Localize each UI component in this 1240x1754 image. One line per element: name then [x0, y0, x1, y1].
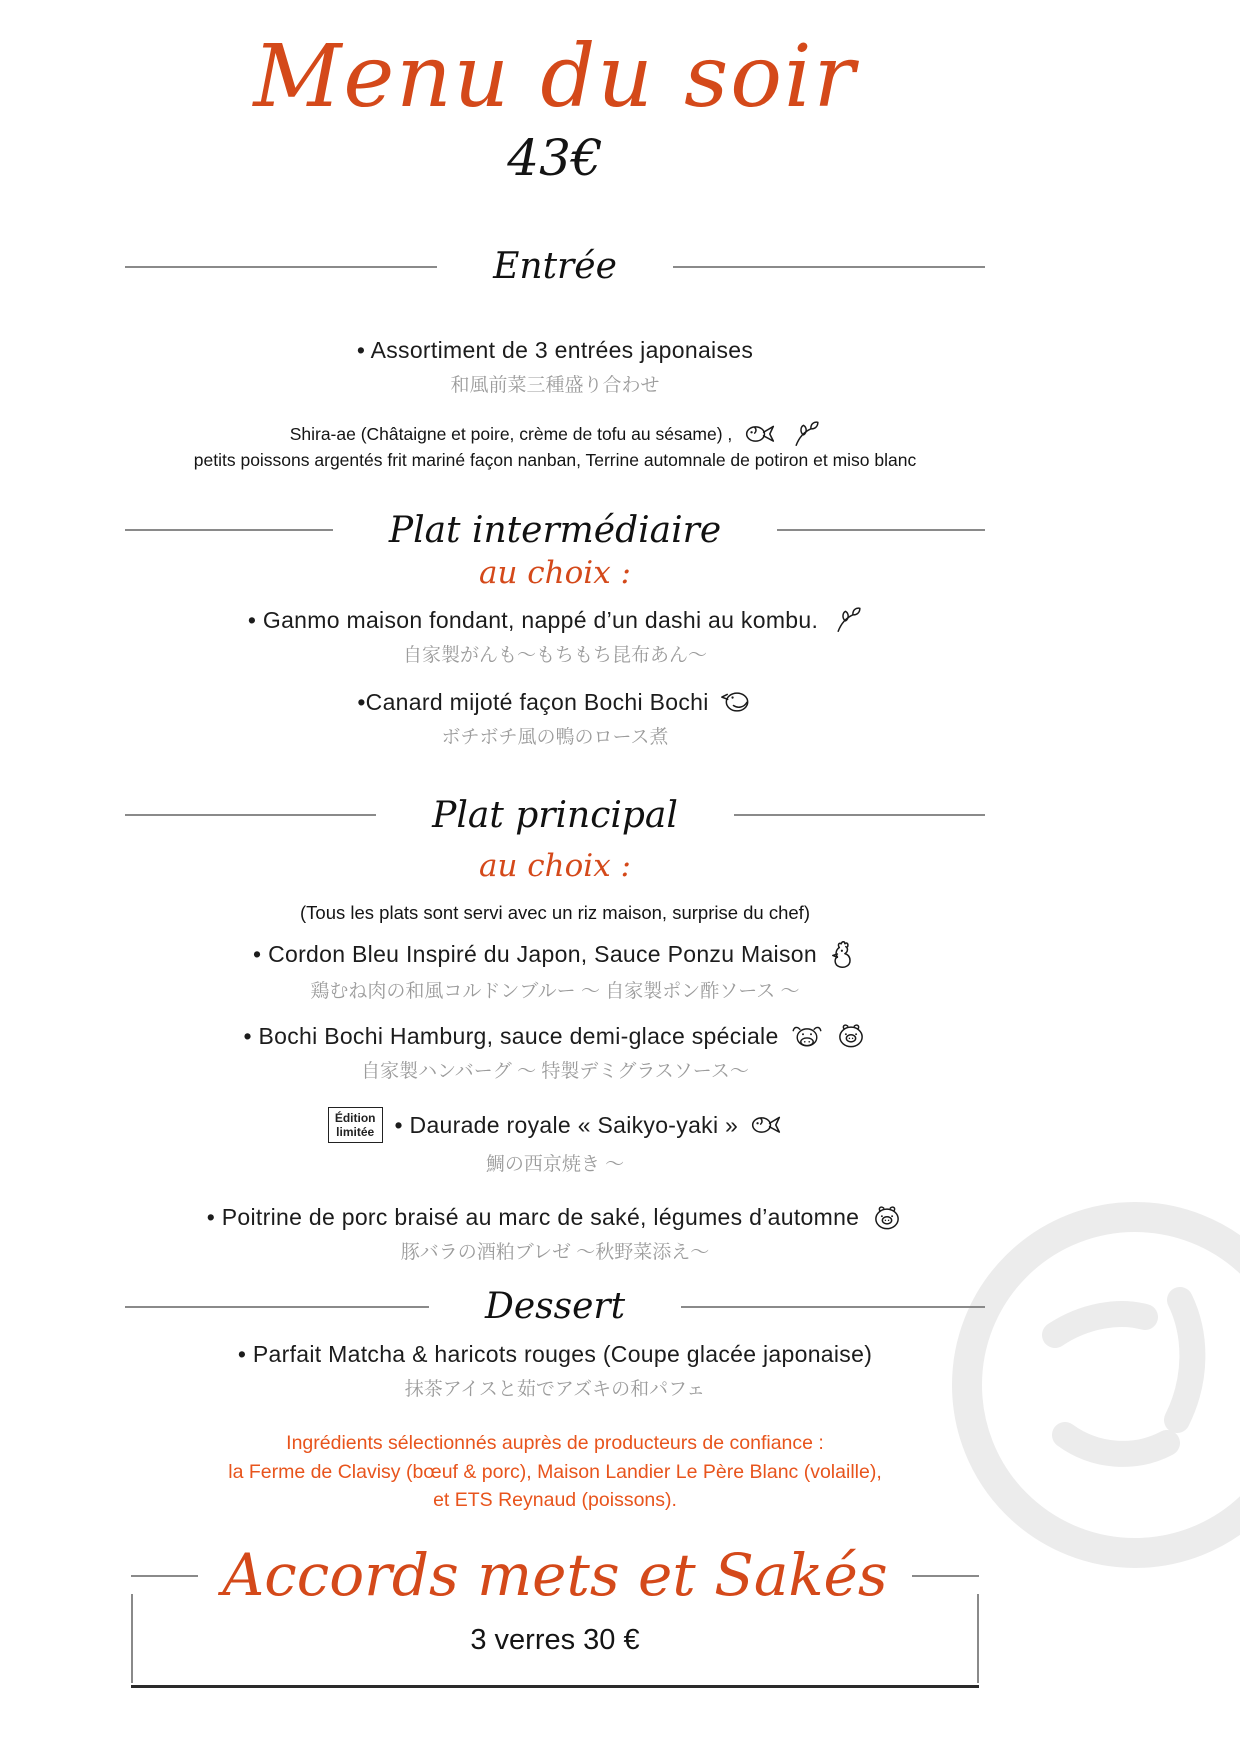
duck-icon [721, 689, 753, 715]
subheading-au-choix-1: au choix : [479, 554, 631, 591]
dish-jp-assortiment: 和風前菜三種盛り合わせ [450, 375, 660, 397]
dish-name-poitrine: • Poitrine de porc braisé au marc de saké, légumes d’automne [206, 1204, 860, 1231]
pig-icon [835, 1023, 867, 1049]
section-heading-entree [125, 246, 985, 287]
dish-row-poitrine [0, 1204, 1110, 1231]
sprout-icon [788, 421, 820, 447]
producers-note-line1: Ingrédients sélectionnés auprès de producteurs de confiance : [286, 1432, 824, 1455]
dish-name-daurade: • Daurade royale « Saikyo-yaki » [394, 1111, 739, 1138]
dish-name-canard: •Canard mijoté façon Bochi Bochi [357, 688, 709, 715]
pairing-detail: 3 verres 30 € [470, 1624, 640, 1657]
section-title-plat-principal: Plat principal [432, 794, 678, 836]
section-heading-plat-intermediaire [125, 510, 985, 551]
dish-description-line1 [0, 421, 1110, 447]
dish-description-line2: petits poissons argentés frit mariné façon nanban, Terrine automnale de potiron et miso blanc [193, 450, 917, 471]
rooster-icon [829, 940, 857, 970]
page-title: Menu du soir [253, 27, 857, 127]
limited-edition-badge [328, 1107, 383, 1144]
dish-jp-daurade: 鯛の西京焼き 〜 [485, 1154, 625, 1176]
heading-rule-left [125, 1306, 429, 1308]
rice-note: (Tous les plats sont servi avec un riz maison, surprise du chef) [300, 901, 810, 923]
heading-rule-right [673, 266, 985, 268]
section-title-entree: Entrée [493, 246, 617, 288]
dish-name-ganmo: • Ganmo maison fondant, nappé d’un dashi au kombu. [247, 606, 819, 633]
dish-jp-poitrine: 豚バラの酒粕ブレゼ 〜秋野菜添え〜 [400, 1242, 710, 1264]
dish-name-parfait: • Parfait Matcha & haricots rouges (Coupe glacée japonaise) [237, 1341, 873, 1368]
pairing-section [131, 1541, 979, 1688]
heading-rule-left [125, 266, 437, 268]
pairing-title: Accords mets et Sakés [222, 1541, 888, 1610]
sprout-icon [830, 607, 862, 633]
dish-description-text1: Shira-ae (Châtaigne et poire, crème de tofu au sésame) , [289, 424, 733, 445]
section-heading-plat-principal [125, 795, 985, 836]
dish-jp-parfait: 抹茶アイスと茹でアズキの和パフェ [404, 1379, 706, 1401]
heading-rule-right [777, 529, 985, 531]
badge-line2: limitée [336, 1125, 375, 1140]
section-heading-dessert [125, 1286, 985, 1327]
cow-icon [791, 1023, 823, 1049]
dish-name-cordon-bleu: • Cordon Bleu Inspiré du Japon, Sauce Ponzu Maison [253, 941, 817, 968]
dish-jp-ganmo: 自家製がんも〜もちもち昆布あん〜 [402, 644, 707, 666]
dish-row-ganmo [0, 607, 1110, 634]
heading-rule-right [734, 814, 985, 816]
producers-note-line3: et ETS Reynaud (poissons). [433, 1489, 677, 1511]
badge-line1: Édition [334, 1110, 376, 1125]
dish-row-canard [0, 689, 1110, 716]
pairing-heading [131, 1541, 979, 1610]
fish-icon [744, 421, 776, 447]
section-title-plat-intermediaire: Plat intermédiaire [388, 509, 722, 551]
section-title-dessert: Dessert [484, 1286, 626, 1328]
pig-icon [871, 1205, 903, 1231]
dish-name-hamburg: • Bochi Bochi Hamburg, sauce demi-glace spéciale [243, 1022, 779, 1049]
dish-name-assortiment: • Assortiment de 3 entrées japonaises [356, 337, 754, 364]
fish-icon [750, 1112, 782, 1138]
producers-note [0, 1429, 1110, 1514]
heading-rule-right [912, 1575, 979, 1577]
heading-rule-right [681, 1306, 985, 1308]
menu-price: 43€ [507, 129, 603, 188]
dish-row-daurade [0, 1107, 1110, 1144]
producers-note-line2: la Ferme de Clavisy (bœuf & porc), Maison Landier Le Père Blanc (volaille), [228, 1460, 882, 1483]
dish-row-cordon-bleu [0, 940, 1110, 970]
subheading-au-choix-2: au choix : [479, 847, 631, 884]
dish-jp-cordon-bleu: 鶏むね肉の和風コルドンブルー 〜 自家製ポン酢ソース 〜 [310, 980, 800, 1002]
dish-row-hamburg [0, 1023, 1110, 1050]
pairing-bottom-rule [131, 1685, 979, 1688]
dish-jp-hamburg: 自家製ハンバーグ 〜 特製デミグラスソース〜 [361, 1060, 749, 1082]
dish-jp-canard: ボチボチ風の鴨のロース煮 [441, 726, 669, 748]
heading-rule-left [125, 529, 333, 531]
heading-rule-left [131, 1575, 198, 1577]
heading-rule-left [125, 814, 376, 816]
